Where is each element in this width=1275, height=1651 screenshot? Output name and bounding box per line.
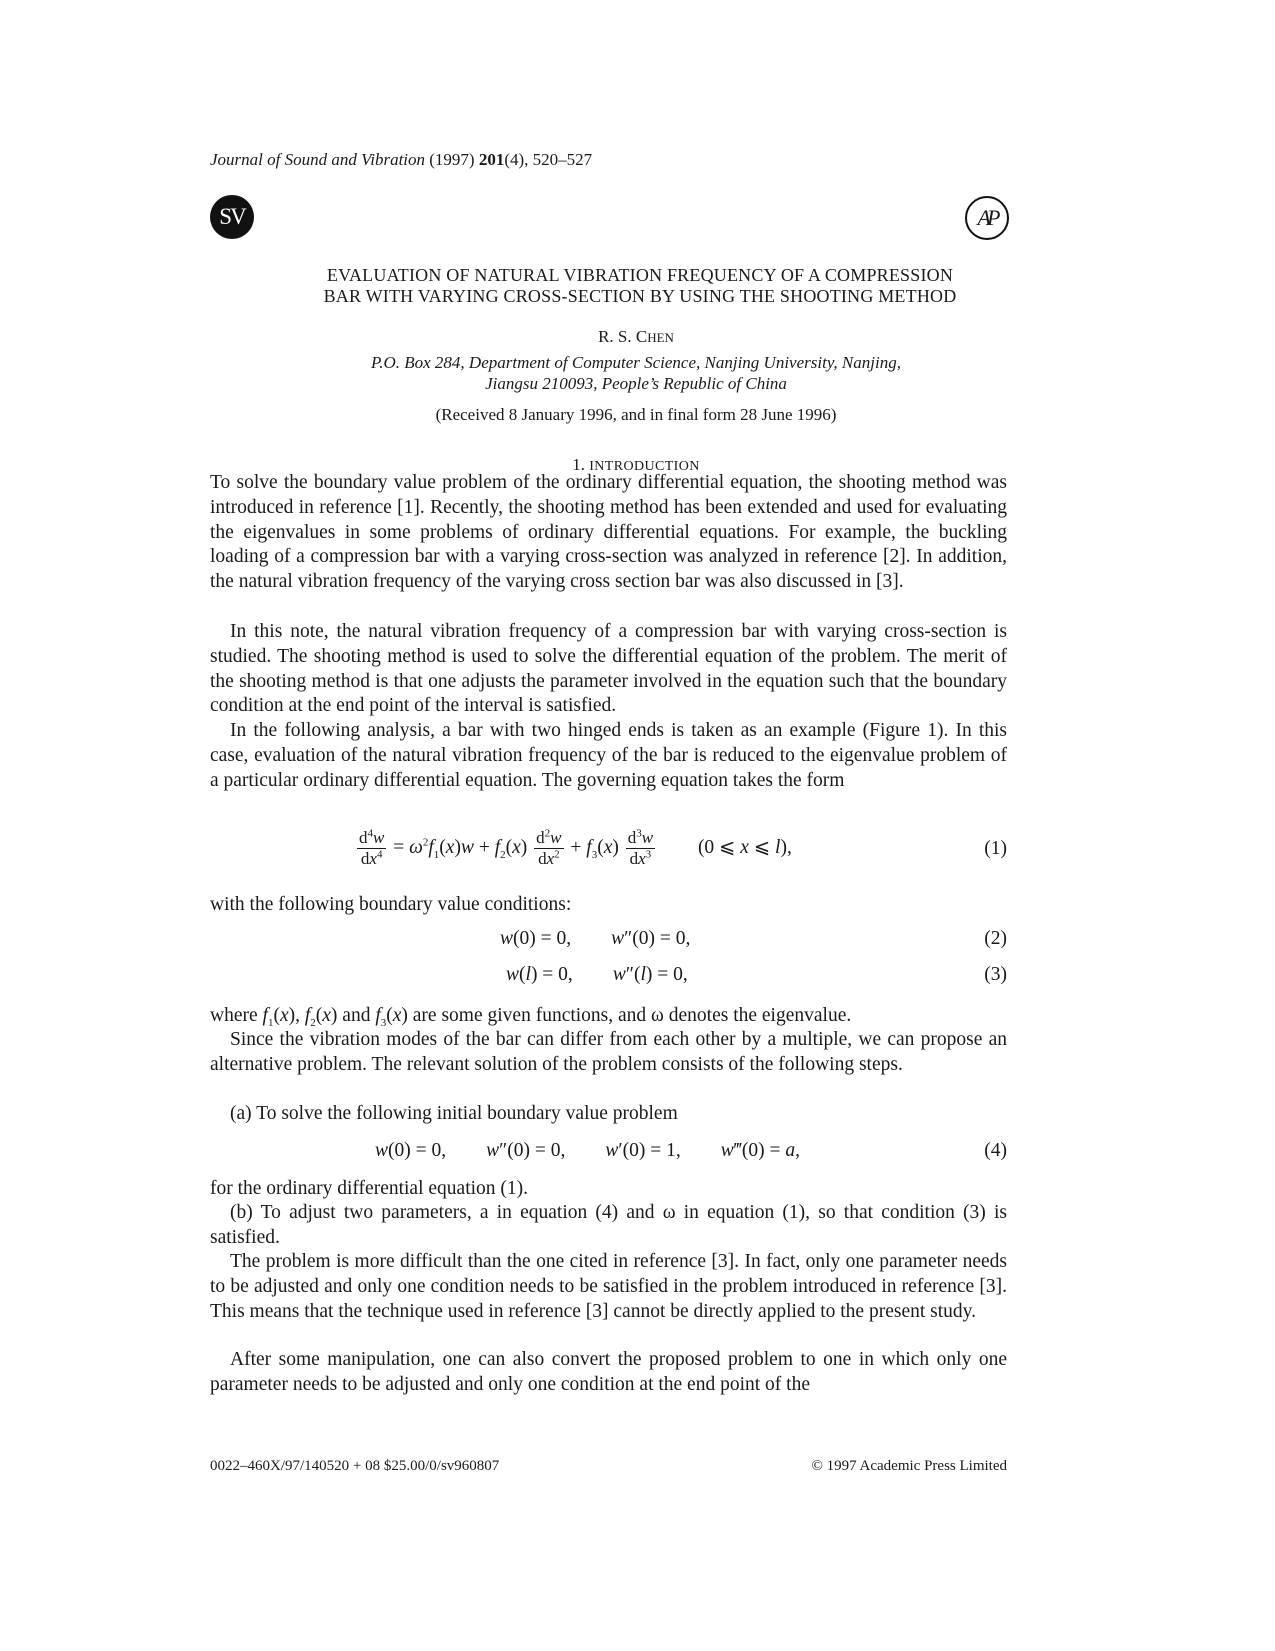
paragraph-10: The problem is more difficult than the one cited in reference [3]. In fact, only one parameter needs to be adjusted and only one condition needs to be satisfied in the problem introduced in reference [3]. This means that the technique used in reference [3] cannot be directly applied to the present study. [210,1251,1007,1322]
paragraph-3: In the following analysis, a bar with two hinged ends is taken as an example (Figure 1). In this case, evaluation of the natural vibration frequency of the bar is reduced to the eigenvalue problem of a particular ordinary differential equation. The governing equation takes the form [210,720,1007,791]
journal-name: Journal of Sound and Vibration [210,150,426,169]
equation-4-number: (4) [984,1140,1007,1161]
equation-1-body: $\frac{d^4w}{dx^4}$ = $\omega^2f_1(x)w + f_2(x)$ $\frac{d^2w}{dx^2}$ + $f_3(x)$ $\frac{d^3w}{dx^3}$ (0 ⩽ x ⩽ l), [359,827,792,868]
paragraph-9: (b) To adjust two parameters, a in equation (4) and ω in equation (1), so that condition (3) is satisfied. [210,1202,1007,1248]
equation-3-number: (3) [984,964,1007,985]
paragraph-11: After some manipulation, one can also convert the proposed problem to one in which only one parameter needs to be adjusted and only one condition at the end point of the [210,1349,1007,1395]
sv-logo: SV [210,195,254,239]
journal-issue-pages: (4), 520–527 [504,150,593,169]
paragraph-8: for the ordinary differential equation (1). [210,1178,529,1199]
paragraph-6: Since the vibration modes of the bar can differ from each other by a multiple, we can propose an alternative problem. The relevant solution of the problem consists of the following steps. [210,1029,1007,1075]
equation-2 [210,928,1007,954]
affiliation-line-2: Jiangsu 210093, People’s Republic of China [485,374,787,393]
equation-1 [210,828,1007,878]
journal-year: (1997) [429,150,475,169]
ap-logo: AP [965,196,1009,240]
equation-2-number: (2) [984,928,1007,949]
footer-doi: 0022–460X/97/140520 + 08 $25.00/0/sv960807 [210,1458,500,1474]
paragraph-4: with the following boundary value conditions: [210,894,572,915]
author-rest: HEN [647,330,674,345]
paragraph-1: To solve the boundary value problem of the ordinary differential equation, the shooting method was introduced in reference [1]. Recently, the shooting method has been extended and used for evaluating the eigenvalues in some problems of ordinary differential equations. For example, the buckling loading of a compression bar with a varying cross-section was analyzed in reference [2]. In addition, the natural vibration frequency of the varying cross section bar was also discussed in [3]. [210,472,1007,593]
footer-copyright: © 1997 Academic Press Limited [811,1458,1007,1474]
equation-3-body: w(l) = 0, w″(l) = 0, [506,964,688,985]
paragraph-5: where $f_1(x)$, $f_2(x)$ and $f_3(x)$ are some given functions, and ω denotes the eigenvalue. [210,1005,852,1029]
paragraph-5-end: are some given functions, and ω denotes the eigenvalue. [407,1005,852,1026]
equation-2-body: w(0) = 0, w″(0) = 0, [500,928,691,949]
paragraph-5-start: where [210,1005,263,1026]
section-title: INTRODUCTION [589,459,700,474]
journal-volume: 201 [478,150,505,169]
affiliation-line-1: P.O. Box 284, Department of Computer Science, Nanjing University, Nanjing, [371,353,901,372]
title-line-2: BAR WITH VARYING CROSS-SECTION BY USING THE SHOOTING METHOD [323,286,957,306]
author-initials: R. S. C [598,327,648,346]
equation-1-number: (1) [984,838,1007,859]
equation-3 [210,964,1007,990]
paper-title [220,265,1060,307]
section-number: 1. [572,455,585,474]
journal-citation [210,150,592,170]
equation-4 [210,1140,1007,1166]
title-line-1: EVALUATION OF NATURAL VIBRATION FREQUENCY OF A COMPRESSION [326,265,954,285]
paragraph-2: In this note, the natural vibration frequency of a compression bar with varying cross-section is studied. The shooting method is used to solve the differential equation of the problem. The merit of the shooting method is that one adjusts the parameter involved in the equation such that the boundary condition at the end point of the interval is satisfied. [210,621,1007,717]
affiliation [210,352,1062,394]
equation-4-body: w(0) = 0, w″(0) = 0, w′(0) = 1, w‴(0) = a, [375,1140,801,1161]
author [210,327,1062,347]
received-dates: (Received 8 January 1996, and in final form 28 June 1996) [435,405,837,424]
paragraph-7: (a) To solve the following initial boundary value problem [230,1103,678,1124]
